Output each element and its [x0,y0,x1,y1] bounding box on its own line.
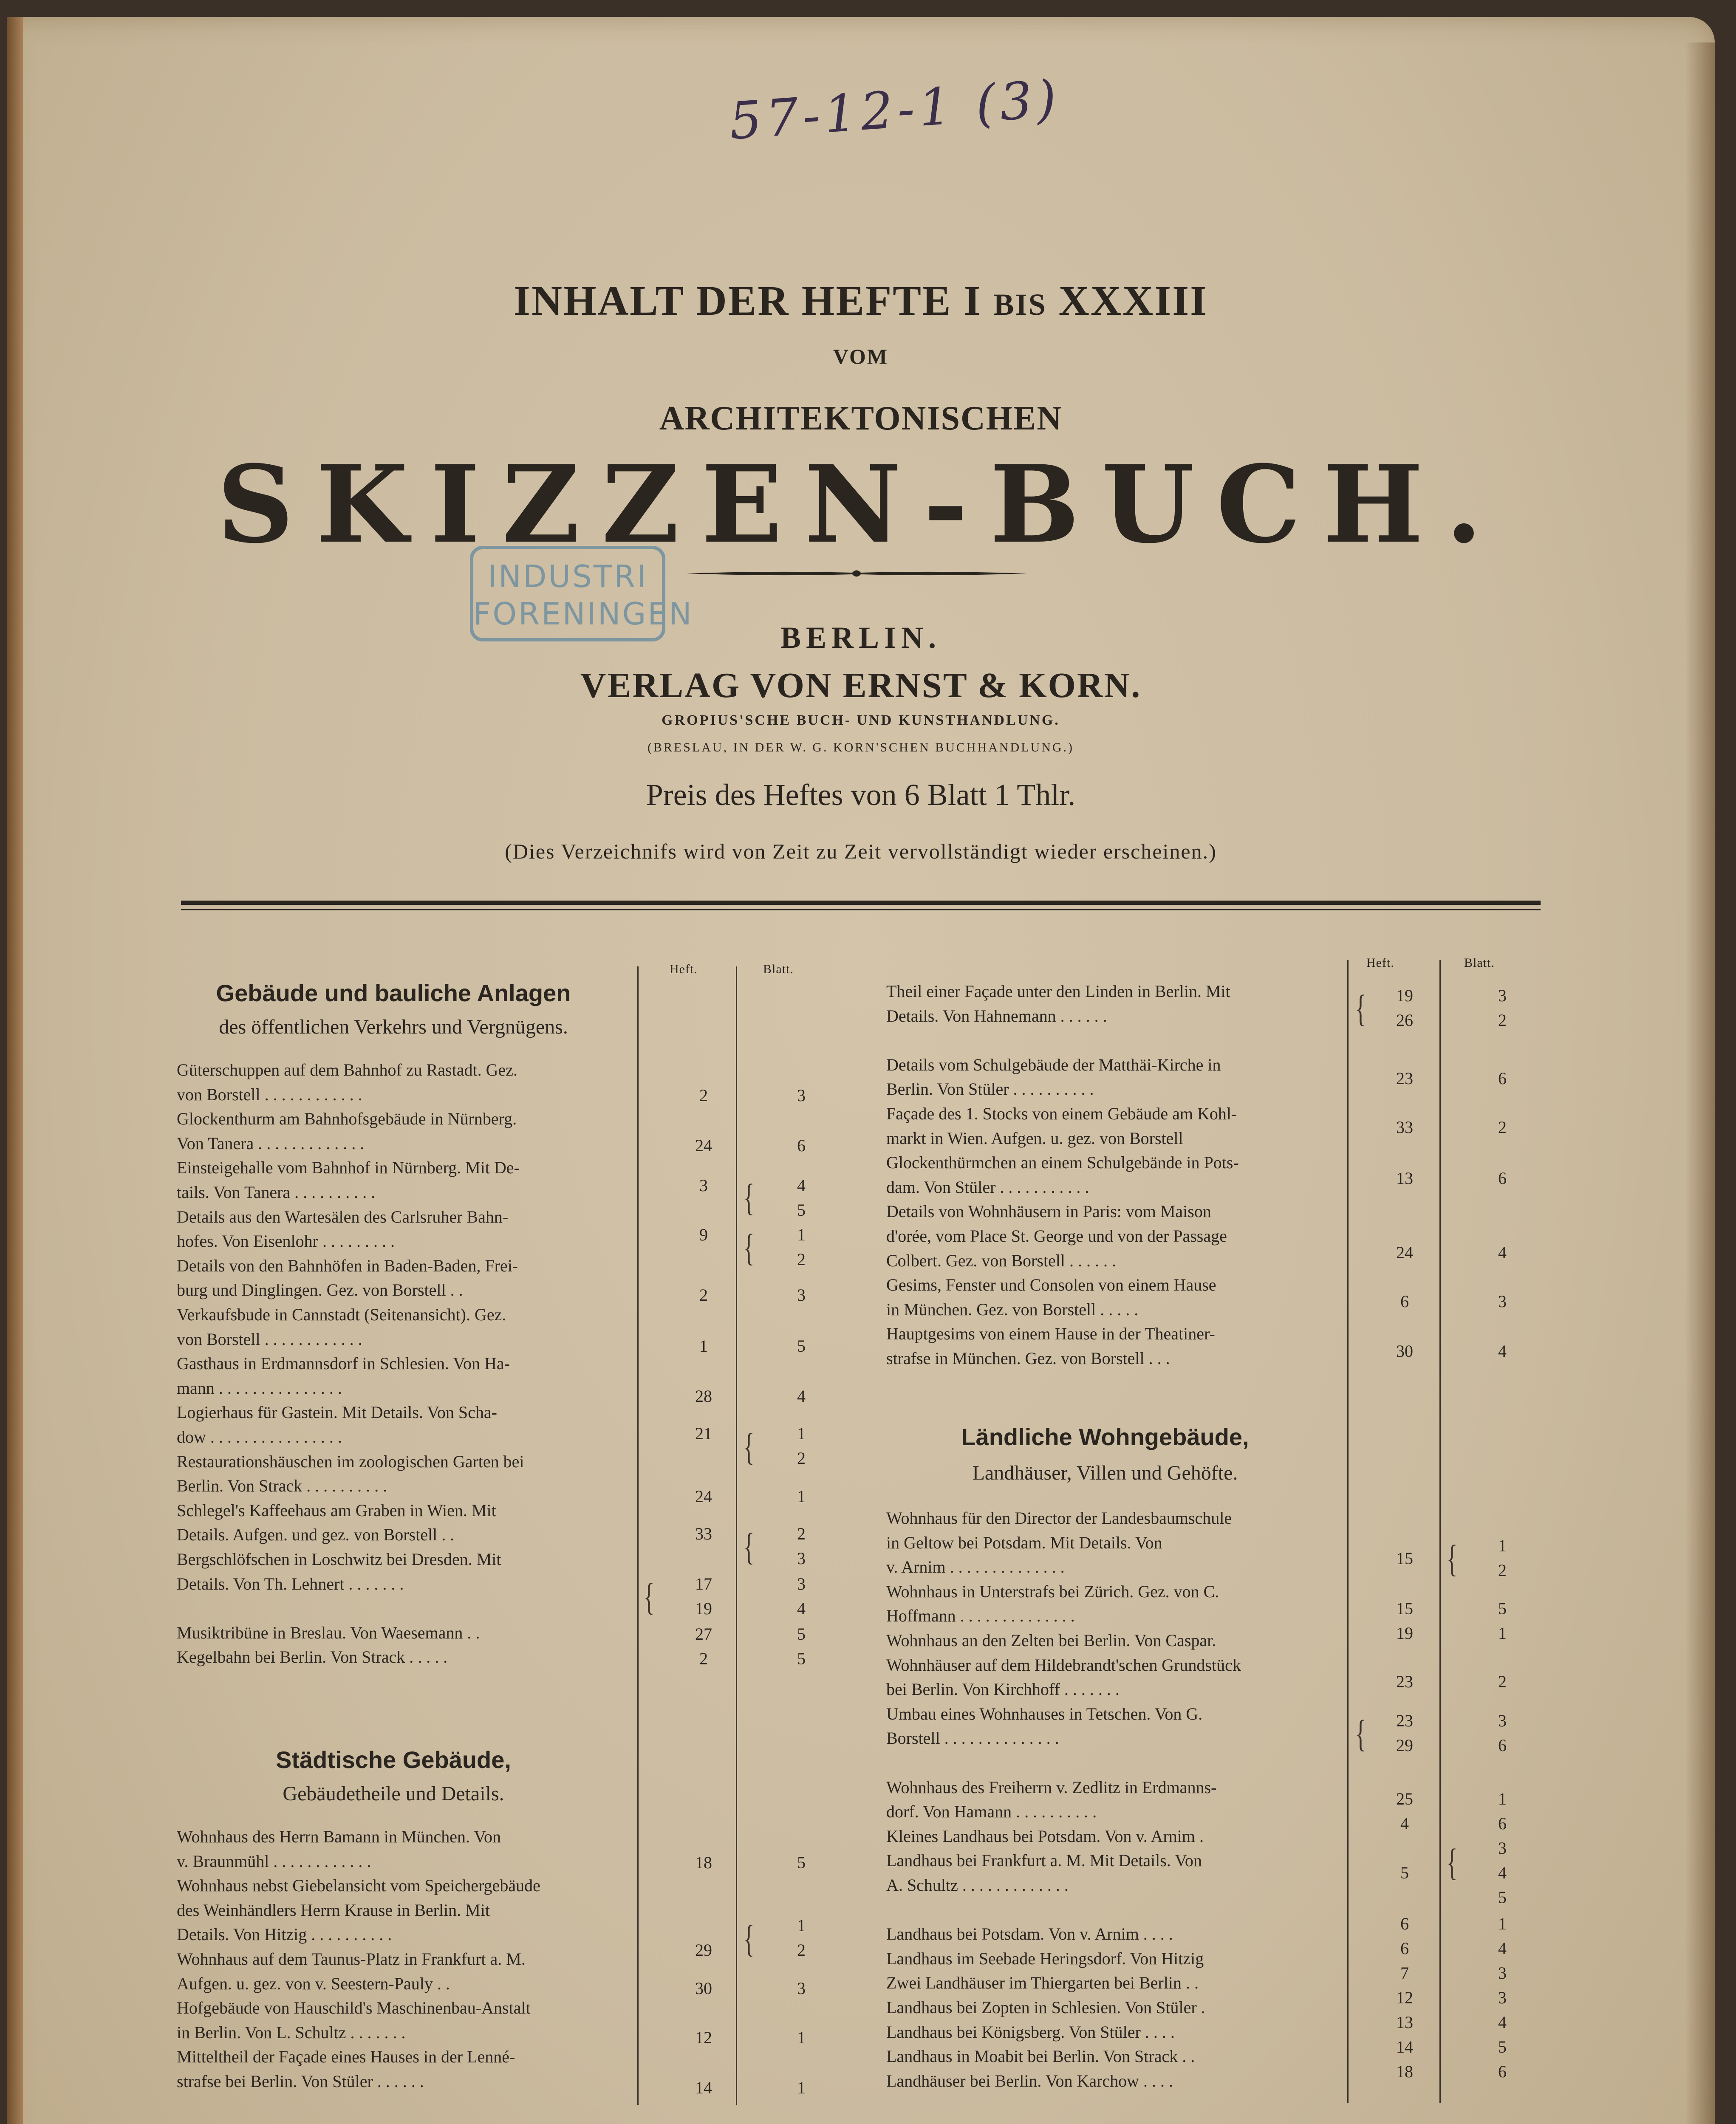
book-spine [7,17,23,2124]
heft-number: 6 [1400,1914,1409,1933]
blatt-number: 4 [1498,1243,1507,1262]
heft-number: 25 [1396,1789,1413,1808]
stamp-line-1: INDUSTRI [487,559,648,594]
blatt-number: 4 [1498,1342,1507,1361]
entry-line: dorf. Von Hamann . . . . . . . . . . [886,1802,1097,1822]
entry-line: Façade des 1. Stocks von einem Gebäude am Kohl- [886,1104,1237,1123]
divider-thin [181,909,1541,910]
blatt-number: 5 [797,1649,806,1668]
entry-line: Wohnhaus auf dem Taunus-Platz in Frankfurt a. M. [177,1949,526,1969]
heft-number: 29 [695,1940,712,1960]
heft-number: 7 [1400,1963,1409,1983]
heft-number: 15 [1396,1549,1413,1568]
left-rule-1 [637,966,639,2105]
grouping-brace: { [643,1576,655,1618]
heft-number: 30 [695,1979,712,1998]
blatt-number: 3 [797,1574,806,1593]
heft-number: 19 [695,1599,712,1618]
blatt-number: 5 [797,1200,806,1220]
title-skizzen-buch: SKIZZEN-BUCH. [217,442,1505,567]
section-title-rural: Ländliche Wohngebäude, [961,1424,1249,1450]
entry-line: v. Arnim . . . . . . . . . . . . . . [886,1557,1065,1577]
blatt-number: 4 [1498,2013,1507,2032]
blatt-number: 2 [1498,1672,1507,1691]
right-blatt-header: Blatt. [1464,956,1495,970]
heft-number: 1 [699,1336,708,1356]
blatt-number: 5 [797,1853,806,1872]
blatt-number: 6 [797,1136,806,1155]
blatt-number: 1 [797,2028,806,2047]
title-inhalt-text: INHALT DER HEFTE I [513,277,994,324]
blatt-number: 2 [797,1524,806,1543]
entry-line: Wohnhäuser auf dem Hildebrandt'schen Grundstück [886,1655,1241,1675]
entry-line: Wohnhaus in Unterstrafs bei Zürich. Gez. von C. [886,1582,1219,1601]
divider-thick [181,901,1541,905]
heft-number: 28 [695,1387,712,1406]
entry-line: strafse bei Berlin. Von Stüler . . . . . . [177,2072,424,2091]
grouping-brace: { [1355,1713,1366,1755]
grouping-brace: { [743,1526,755,1568]
title-line-architektonischen: ARCHITEKTONISCHEN [659,400,1063,437]
entry-line: Details von den Bahnhöfen in Baden-Baden, Frei- [177,1256,518,1275]
left-heft-header: Heft. [670,962,698,976]
blatt-number: 2 [1498,1118,1507,1137]
blatt-number: 6 [1498,1169,1507,1188]
blatt-number: 6 [1498,1814,1507,1833]
title-bis-text: BIS [993,288,1047,322]
entry-line: dow . . . . . . . . . . . . . . . . [177,1427,342,1446]
entry-line: Bergschlöfschen in Loschwitz bei Dresden. Mit [177,1550,501,1569]
blatt-number: 5 [797,1336,806,1356]
blatt-number: 3 [1498,1292,1507,1311]
grouping-brace: { [743,1426,755,1468]
entry-line: in München. Gez. von Borstell . . . . . [886,1299,1139,1319]
entry-line: Schlegel's Kaffeehaus am Graben in Wien. Mit [177,1500,496,1520]
grouping-brace: { [1446,1538,1458,1580]
blatt-number: 4 [797,1387,806,1406]
blatt-number: 1 [797,2078,806,2097]
entry-line: Landhaus bei Frankfurt a. M. Mit Details. Von [886,1851,1202,1870]
heft-number: 23 [1396,1069,1413,1088]
stamp-line-2: FORENINGEN [473,596,693,632]
blatt-number: 5 [797,1624,806,1644]
publisher-city: BERLIN. [780,621,942,655]
heft-number: 30 [1396,1342,1413,1361]
heft-number: 2 [699,1086,708,1105]
blatt-number: 1 [1498,1914,1507,1933]
publisher-branch: (BRESLAU, IN DER W. G. KORN'SCHEN BUCHHANDLUNG.) [647,740,1074,754]
entry-line: hofes. Von Eisenlohr . . . . . . . . . [177,1231,395,1251]
entry-line: Landhaus bei Zopten in Schlesien. Von Stüler . [886,1998,1205,2017]
entry-line: Details. Aufgen. und gez. von Borstell . . [177,1525,455,1545]
blatt-number: 6 [1498,1069,1507,1088]
section-subtitle-rural: Landhäuser, Villen und Gehöfte. [972,1462,1238,1484]
left-rule-2 [736,966,737,2105]
entry-line: Landhaus bei Königsberg. Von Stüler . . . . [886,2022,1175,2042]
blatt-number: 4 [797,1599,806,1618]
blatt-number: 3 [797,1549,806,1568]
entry-line: in Berlin. Von L. Schultz . . . . . . . [177,2022,406,2042]
heft-number: 24 [695,1487,712,1506]
entry-line: Logierhaus für Gastein. Mit Details. Von Scha- [177,1403,497,1422]
heft-number: 6 [1400,1939,1409,1958]
blatt-number: 3 [1498,1988,1507,2007]
entry-line: Aufgen. u. gez. von v. Seestern-Pauly . . [177,1974,450,1993]
section-title-public: Gebäude und bauliche Anlagen [216,980,571,1006]
entry-line: Wohnhaus für den Director der Landesbaumschule [886,1508,1232,1528]
blatt-number: 4 [797,1176,806,1195]
entry-line: Theil einer Façade unter den Linden in Berlin. Mit [886,982,1230,1001]
blatt-number: 3 [1498,1711,1507,1730]
right-rule-2 [1439,960,1441,2103]
entry-line: Umbau eines Wohnhauses in Tetschen. Von G. [886,1704,1203,1723]
heft-number: 6 [1400,1292,1409,1311]
note-line: (Dies Verzeichnifs wird von Zeit zu Zeit vervollständigt wieder erscheinen.) [505,839,1217,863]
entry-line: Wohnhaus nebst Giebelansicht vom Speichergebäude [177,1876,540,1895]
blatt-number: 2 [797,1449,806,1468]
entry-line: Wohnhaus an den Zelten bei Berlin. Von Caspar. [886,1631,1216,1650]
grouping-brace: { [1355,988,1366,1030]
heft-number: 29 [1396,1736,1413,1755]
blatt-number: 1 [797,1916,806,1935]
heft-number: 24 [1396,1243,1413,1262]
heft-number: 18 [695,1853,712,1872]
entry-line: v. Braunmühl . . . . . . . . . . . . [177,1851,371,1871]
heft-number: 15 [1396,1599,1413,1618]
heft-number: 24 [695,1136,712,1155]
entry-line: Restaurationshäuschen im zoologischen Garten bei [177,1452,524,1471]
section-title-urban: Städtische Gebäude, [276,1746,511,1773]
heft-number: 19 [1396,1624,1413,1643]
blatt-number: 1 [797,1225,806,1244]
heft-number: 13 [1396,1169,1413,1188]
right-heft-header: Heft. [1366,956,1394,970]
ornamental-rule [687,567,1026,580]
heft-number: 33 [695,1524,712,1543]
heft-number: 19 [1396,986,1413,1005]
entry-line: Von Tanera . . . . . . . . . . . . . [177,1133,365,1153]
left-blatt-header: Blatt. [763,962,794,976]
document-page [7,17,1715,2124]
grouping-brace: { [743,1177,755,1219]
right-rule-1 [1347,960,1349,2103]
blatt-number: 2 [797,1250,806,1269]
grouping-brace: { [743,1918,755,1960]
entry-line: Borstell . . . . . . . . . . . . . . [886,1729,1059,1748]
entry-line: Glockenthürmchen an einem Schulgebände in Pots- [886,1153,1239,1172]
entry-line: Mitteltheil der Façade eines Hauses in der Lenné- [177,2047,515,2067]
title-line-vom: VOM [833,345,889,368]
entry-line: Einsteigehalle vom Bahnhof in Nürnberg. Mit De- [177,1158,520,1178]
grouping-brace: { [1446,1842,1458,1884]
heft-number: 12 [1396,1988,1413,2007]
entry-line: strafse in München. Gez. von Borstell . . . [886,1349,1170,1368]
entry-line: Güterschuppen auf dem Bahnhof zu Rastadt. Gez. [177,1060,517,1079]
entry-line: Glockenthurm am Bahnhofsgebäude in Nürnberg. [177,1109,517,1129]
entry-line: in Geltow bei Potsdam. Mit Details. Von [886,1533,1162,1552]
title-numeral-text: XXXIII [1046,277,1208,324]
blatt-number: 3 [797,1979,806,1998]
entry-line: markt in Wien. Aufgen. u. gez. von Borstell [886,1128,1183,1148]
blatt-number: 3 [797,1086,806,1105]
heft-number: 27 [695,1624,712,1644]
entry-line: Berlin. Von Stüler . . . . . . . . . . [886,1079,1094,1099]
handwritten-shelfmark: 57-12-1 (3) [727,69,1063,152]
blatt-number: 2 [1498,1561,1507,1580]
heft-number: 33 [1396,1118,1413,1137]
entry-line: Details vom Schulgebäude der Matthäi-Kirche in [886,1055,1221,1074]
heft-number: 26 [1396,1011,1413,1030]
blatt-number: 1 [797,1424,806,1443]
entry-line: des Weinhändlers Herrn Krause in Berlin. Mit [177,1900,490,1920]
heft-number: 13 [1396,2013,1413,2032]
entry-line: Wohnhaus des Herrn Bamann in München. Von [177,1827,501,1846]
entry-line: Details. Von Th. Lehnert . . . . . . . [177,1574,404,1593]
publisher-name: VERLAG VON ERNST & KORN. [580,666,1142,705]
heft-number: 17 [695,1574,712,1593]
heft-number: 9 [699,1225,708,1244]
entry-line: dam. Von Stüler . . . . . . . . . . . [886,1177,1089,1197]
entry-line: Hoffmann . . . . . . . . . . . . . . [886,1606,1075,1626]
entry-line: Verkaufsbude in Cannstadt (Seitenansicht). Gez. [177,1305,506,1324]
blatt-number: 1 [1498,1536,1507,1555]
blatt-number: 1 [797,1487,806,1506]
blatt-number: 6 [1498,1736,1507,1755]
entry-line: Hofgebäude von Hauschild's Maschinenbau-Anstalt [177,1998,531,2018]
heft-number: 2 [699,1649,708,1668]
entry-line: mann . . . . . . . . . . . . . . . [177,1378,342,1398]
entry-line: Kegelbahn bei Berlin. Von Strack . . . . . [177,1647,448,1667]
blatt-number: 2 [797,1940,806,1960]
blatt-number: 5 [1498,1888,1507,1907]
section-subtitle-public: des öffentlichen Verkehrs und Vergnügens. [219,1016,568,1038]
heft-number: 5 [1400,1863,1409,1882]
entry-line: Berlin. Von Strack . . . . . . . . . . [177,1476,387,1496]
entry-line: Landhaus im Seebade Heringsdorf. Von Hitzig [886,1949,1204,1968]
entry-line: Zwei Landhäuser im Thiergarten bei Berlin . . [886,1973,1199,1993]
heft-number: 18 [1396,2062,1413,2081]
entry-line: d'orée, vom Place St. George und von der Passage [886,1226,1227,1246]
entry-line: bei Berlin. Von Kirchhoff . . . . . . . [886,1680,1120,1699]
grouping-brace: { [743,1227,755,1269]
entry-line: Gesims, Fenster und Consolen von einem Hause [886,1275,1216,1295]
heft-number: 23 [1396,1711,1413,1730]
entry-line: Hauptgesims von einem Hause in der Theatiner- [886,1324,1215,1344]
blatt-number: 2 [1498,1011,1507,1030]
blatt-number: 4 [1498,1863,1507,1882]
title-line-inhalt [7,276,1715,325]
blatt-number: 3 [1498,1839,1507,1858]
entry-line: Musiktribüne in Breslau. Von Waesemann . . [177,1623,480,1642]
entry-line: von Borstell . . . . . . . . . . . . [177,1085,362,1104]
heft-number: 2 [699,1285,708,1305]
heft-number: 14 [695,2078,712,2097]
blatt-number: 3 [1498,1963,1507,1983]
entry-line: Details. Von Hitzig . . . . . . . . . . [177,1925,392,1944]
entry-line: Details aus den Wartesälen des Carlsruher Bahn- [177,1207,509,1226]
blatt-number: 3 [1498,986,1507,1005]
blatt-number: 1 [1498,1789,1507,1808]
heft-number: 3 [699,1176,708,1195]
section-subtitle-urban: Gebäudetheile und Details. [283,1782,504,1805]
entry-line: Landhaus in Moabit bei Berlin. Von Strack . . [886,2047,1195,2066]
blatt-number: 4 [1498,1939,1507,1958]
heft-number: 12 [695,2028,712,2047]
entry-line: Wohnhaus des Freiherrn v. Zedlitz in Erdmanns- [886,1777,1217,1797]
heft-number: 21 [695,1424,712,1443]
price-line: Preis des Heftes von 6 Blatt 1 Thlr. [646,778,1076,812]
heft-number: 4 [1400,1814,1409,1833]
publisher-sub: GROPIUS'SCHE BUCH- UND KUNSTHANDLUNG. [662,712,1060,728]
entry-line: burg und Dinglingen. Gez. von Borstell . . [177,1280,463,1300]
entry-line: Details. Von Hahnemann . . . . . . [886,1006,1107,1025]
blatt-number: 5 [1498,2037,1507,2056]
blatt-number: 3 [797,1285,806,1305]
entry-line: A. Schultz . . . . . . . . . . . . . [886,1875,1069,1895]
entry-line: Landhäuser bei Berlin. Von Karchow . . . . [886,2071,1173,2090]
entry-line: tails. Von Tanera . . . . . . . . . . [177,1183,376,1202]
entry-line: Gasthaus in Erdmannsdorf in Schlesien. Von Ha- [177,1354,510,1373]
heft-number: 23 [1396,1672,1413,1691]
entry-line: Kleines Landhaus bei Potsdam. Von v. Arnim . [886,1826,1204,1846]
heft-number: 14 [1396,2037,1413,2056]
entry-line: Colbert. Gez. von Borstell . . . . . . [886,1251,1117,1270]
entry-line: von Borstell . . . . . . . . . . . . [177,1329,362,1349]
entry-line: Details von Wohnhäusern in Paris: vom Maison [886,1202,1211,1221]
blatt-number: 6 [1498,2062,1507,2081]
entry-line: Landhaus bei Potsdam. Von v. Arnim . . . . [886,1924,1173,1944]
blatt-number: 1 [1498,1624,1507,1643]
blatt-number: 5 [1498,1599,1507,1618]
